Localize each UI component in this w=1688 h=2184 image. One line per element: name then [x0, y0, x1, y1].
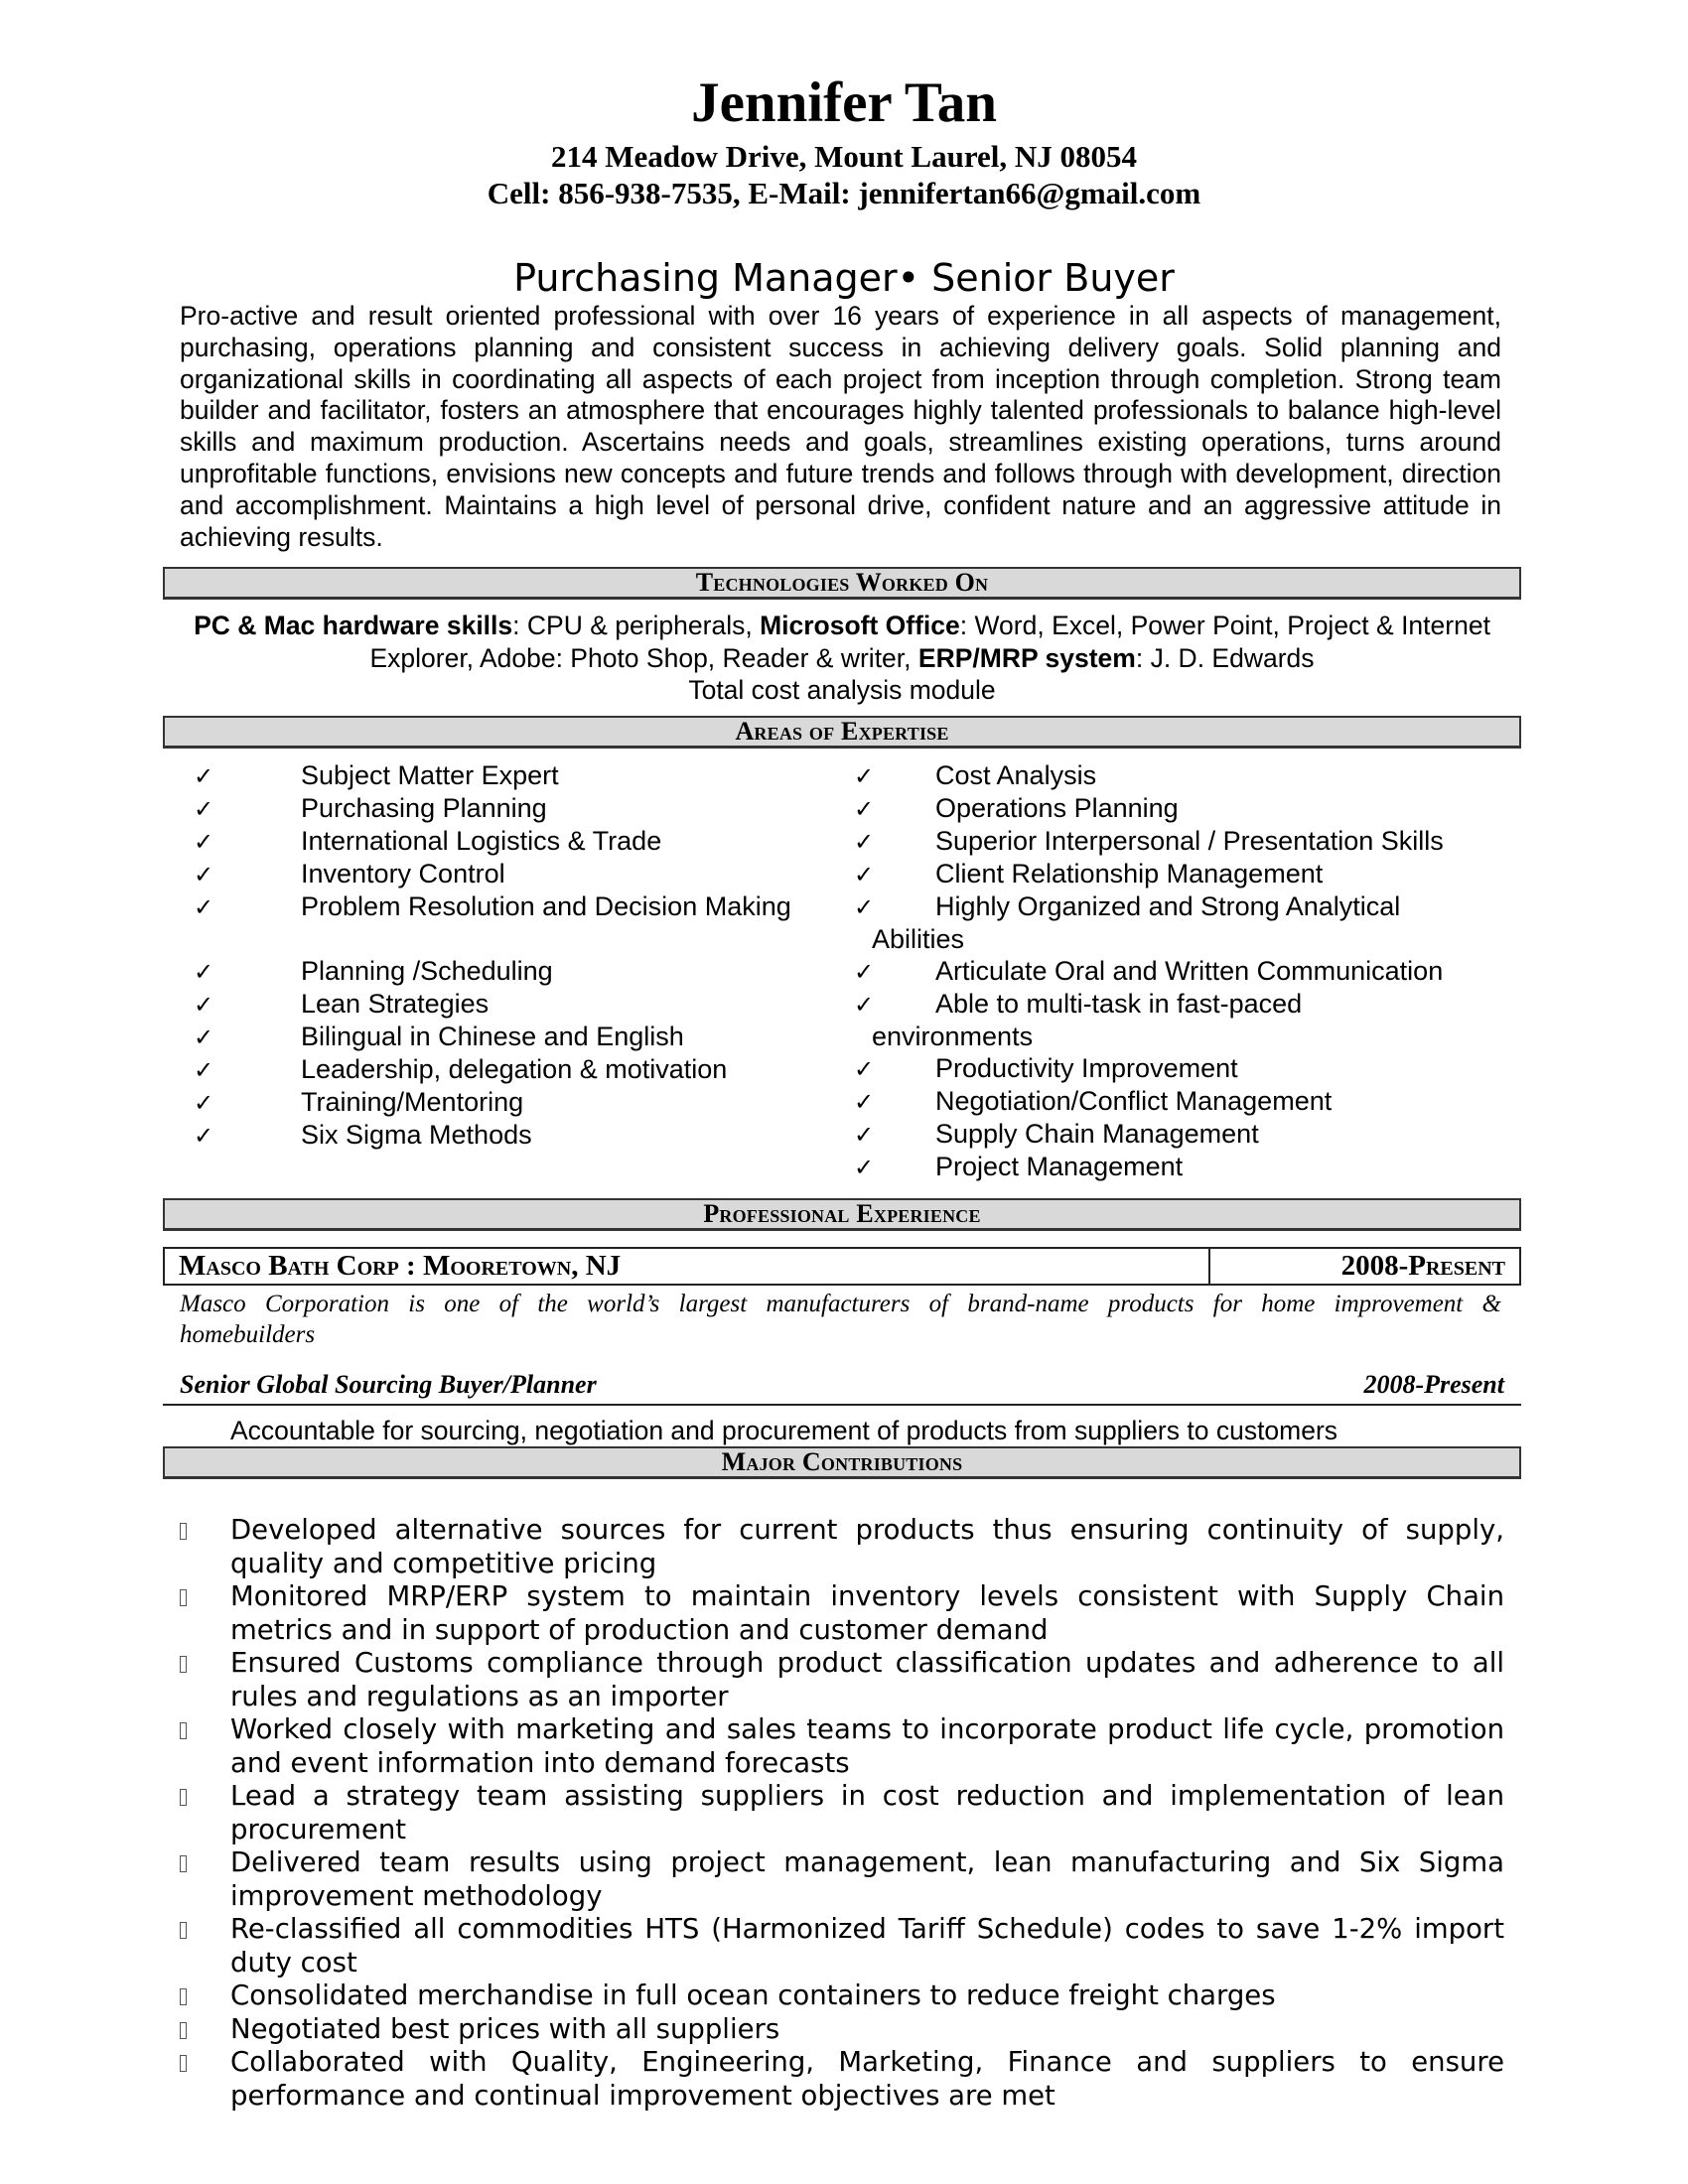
- expertise-item: [194, 825, 829, 858]
- candidate-name: Jennifer Tan: [691, 71, 997, 134]
- contribution-item: [169, 1580, 1504, 1647]
- company-name: Masco Bath Corp : Mooretown, NJ: [165, 1249, 1210, 1284]
- erp-value: : J. D. Edwards: [1135, 642, 1315, 673]
- contribution-item: [169, 2013, 1504, 2047]
- expertise-label: International Logistics & Trade: [301, 826, 662, 856]
- hw-value: : CPU & peripherals,: [512, 611, 761, 640]
- checkmark-icon: ✓: [194, 958, 214, 986]
- hw-label: PC & Mac hardware skills: [194, 611, 513, 640]
- expertise-item: [854, 858, 1529, 890]
- summary-paragraph: Pro-active and result oriented professional with over 16 years of experience in all aspects of management, purchasing, operations planning and consistent success in achieving delivery goals. Solid planning and organizational skills in coordinating all aspects of each project from inception through completion. Strong team builder and facilitator, fosters an atmosphere that encourages highly talented professionals to balance high-level skills and maximum production. Ascertains needs and goals, streamlines existing operations, turns around unprofitable functions, envisions new concepts and future trends and follows through with development, direction and accomplishment. Maintains a high level of personal drive, confident nature and an aggressive attitude in achieving results.: [180, 301, 1501, 552]
- expertise-label: Planning /Scheduling: [301, 956, 553, 986]
- missing-glyph-bullet-icon: [180, 1922, 187, 1939]
- expertise-item: [854, 1052, 1529, 1085]
- expertise-left-column: [194, 759, 829, 1152]
- checkmark-icon: ✓: [854, 1154, 875, 1181]
- checkmark-icon: ✓: [854, 861, 875, 888]
- expertise-label: Inventory Control: [301, 859, 505, 888]
- company-dates: 2008-Present: [1340, 1250, 1505, 1282]
- company-header: [163, 1247, 1521, 1286]
- contribution-text: Delivered team results using project management, lean manufacturing and Six Sigma improvement methodology: [230, 1846, 1504, 1912]
- expertise-item: [854, 1118, 1529, 1151]
- checkmark-icon: ✓: [854, 795, 875, 823]
- expertise-label: Cost Analysis: [935, 760, 1097, 790]
- expertise-label: Six Sigma Methods: [301, 1120, 532, 1150]
- expertise-label: Leadership, delegation & motivation: [301, 1054, 728, 1084]
- section-header-experience: Professional Experience: [163, 1198, 1521, 1231]
- checkmark-icon: ✓: [854, 958, 875, 986]
- expertise-item: [194, 1086, 829, 1119]
- expertise-item: [194, 955, 829, 988]
- contributions-list: [169, 1514, 1504, 2113]
- office-label: Microsoft Office: [760, 611, 960, 640]
- expertise-item: [854, 988, 1529, 1021]
- contribution-item: [169, 2046, 1504, 2113]
- expertise-item: [194, 890, 829, 923]
- contact-info: Cell: 856-938-7535, E-Mail: jennifertan66@gmail.com: [487, 176, 1201, 210]
- role-dates: 2008-Present: [1363, 1370, 1504, 1399]
- role-summary: Accountable for sourcing, negotiation and procurement of products from suppliers to customers: [230, 1416, 1338, 1445]
- checkmark-icon: ✓: [194, 861, 214, 888]
- expertise-item: [194, 1119, 829, 1152]
- expertise-label: Negotiation/Conflict Management: [935, 1086, 1333, 1116]
- contribution-text: Worked closely with marketing and sales teams to incorporate product life cycle, promotion and event information into demand forecasts: [230, 1713, 1504, 1779]
- contribution-text: Developed alternative sources for current products thus ensuring continuity of supply, quality and competitive pricing: [230, 1514, 1504, 1579]
- expertise-right-column: [854, 759, 1529, 1183]
- checkmark-icon: ✓: [194, 991, 214, 1019]
- expertise-item: [854, 1085, 1529, 1118]
- checkmark-icon: ✓: [194, 828, 214, 856]
- expertise-label: Client Relationship Management: [935, 859, 1324, 888]
- erp-label: ERP/MRP system: [917, 642, 1136, 673]
- section-header-expertise: Areas of Expertise: [163, 716, 1521, 749]
- expertise-label: Operations Planning: [935, 793, 1179, 823]
- contribution-item: [169, 1846, 1504, 1913]
- checkmark-icon: ✓: [194, 795, 214, 823]
- expertise-item-continuation: [854, 1021, 1529, 1052]
- checkmark-icon: ✓: [854, 762, 875, 790]
- role-header: [163, 1368, 1521, 1406]
- expertise-label: Superior Interpersonal / Presentation Skills: [935, 826, 1444, 856]
- checkmark-icon: ✓: [854, 991, 875, 1019]
- checkmark-icon: ✓: [194, 893, 214, 921]
- checkmark-icon: ✓: [854, 828, 875, 856]
- expertise-label: Highly Organized and Strong Analytical: [935, 891, 1401, 921]
- missing-glyph-bullet-icon: [180, 1789, 187, 1806]
- checkmark-icon: ✓: [854, 1121, 875, 1149]
- contribution-item: [169, 1913, 1504, 1979]
- missing-glyph-bullet-icon: [180, 1988, 187, 2005]
- expertise-item: [854, 825, 1529, 858]
- expertise-item: [854, 955, 1529, 988]
- contribution-text: Consolidated merchandise in full ocean containers to reduce freight charges: [230, 1979, 1276, 2011]
- expertise-label: environments: [872, 1022, 1034, 1051]
- checkmark-icon: ✓: [194, 762, 214, 790]
- expertise-item: [194, 858, 829, 890]
- contribution-text: Monitored MRP/ERP system to maintain inventory levels consistent with Supply Chain metrics and in support of production and customer demand: [230, 1580, 1504, 1646]
- contribution-item: [169, 1647, 1504, 1713]
- expertise-item: [194, 1053, 829, 1086]
- expertise-item-continuation: [854, 923, 1529, 955]
- missing-glyph-bullet-icon: [180, 1589, 187, 1606]
- checkmark-icon: ✓: [854, 1088, 875, 1116]
- checkmark-icon: ✓: [854, 893, 875, 921]
- expertise-label: Abilities: [872, 924, 965, 954]
- missing-glyph-bullet-icon: [180, 1855, 187, 1872]
- checkmark-icon: ✓: [194, 1122, 214, 1150]
- checkmark-icon: ✓: [194, 1024, 214, 1051]
- missing-glyph-bullet-icon: [180, 1722, 187, 1739]
- expertise-item: [854, 759, 1529, 792]
- expertise-label: Productivity Improvement: [935, 1053, 1238, 1083]
- contribution-item: [169, 1514, 1504, 1580]
- address: 214 Meadow Drive, Mount Laurel, NJ 08054: [550, 139, 1138, 174]
- section-header-technologies: Technologies Worked On: [163, 567, 1521, 600]
- expertise-label: Articulate Oral and Written Communication: [935, 956, 1444, 986]
- contribution-item: [169, 1713, 1504, 1780]
- checkmark-icon: ✓: [854, 1055, 875, 1083]
- expertise-label: Lean Strategies: [301, 989, 490, 1019]
- professional-title: Purchasing Manager• Senior Buyer: [513, 256, 1175, 300]
- company-description: Masco Corporation is one of the world’s largest manufacturers of brand-name products for home improvement & homebuilders: [180, 1291, 1501, 1348]
- expertise-label: Project Management: [935, 1152, 1184, 1181]
- checkmark-icon: ✓: [194, 1089, 214, 1117]
- expertise-item: [854, 792, 1529, 825]
- missing-glyph-bullet-icon: [180, 2055, 187, 2072]
- expertise-item: [194, 759, 829, 792]
- checkmark-icon: ✓: [194, 1056, 214, 1084]
- expertise-label: Able to multi-task in fast-paced: [935, 989, 1303, 1019]
- expertise-label: Supply Chain Management: [935, 1119, 1259, 1149]
- contribution-item: [169, 1780, 1504, 1846]
- technologies-text: [163, 610, 1521, 707]
- missing-glyph-bullet-icon: [180, 1656, 187, 1673]
- missing-glyph-bullet-icon: [180, 2022, 187, 2039]
- office-value: : Word, Excel, Power Point, Project & Internet Explorer, Adobe: Photo Shop, Reader & writer,: [369, 611, 1490, 673]
- contribution-text: Collaborated with Quality, Engineering, Marketing, Finance and suppliers to ensure performance and continual improvement objectives are met: [230, 2046, 1504, 2112]
- expertise-label: Problem Resolution and Decision Making: [301, 891, 791, 921]
- expertise-item: [194, 792, 829, 825]
- contribution-text: Re-classified all commodities HTS (Harmonized Tariff Schedule) codes to save 1-2% import duty cost: [230, 1913, 1504, 1979]
- expertise-item: [194, 1021, 829, 1053]
- expertise-label: Bilingual in Chinese and English: [301, 1022, 684, 1051]
- spacer: [194, 923, 829, 955]
- expertise-item: [854, 890, 1529, 923]
- section-header-contributions: Major Contributions: [163, 1446, 1521, 1479]
- erp-extra: Total cost analysis module: [688, 675, 996, 705]
- contribution-text: Lead a strategy team assisting suppliers in cost reduction and implementation of lean procurement: [230, 1780, 1504, 1845]
- expertise-item: [194, 988, 829, 1021]
- missing-glyph-bullet-icon: [180, 1523, 187, 1540]
- role-title: Senior Global Sourcing Buyer/Planner: [180, 1370, 597, 1399]
- contribution-item: [169, 1979, 1504, 2013]
- expertise-item: [854, 1151, 1529, 1183]
- contribution-text: Ensured Customs compliance through product classification updates and adherence to all rules and regulations as an importer: [230, 1647, 1504, 1712]
- contribution-text: Negotiated best prices with all suppliers: [230, 2012, 780, 2045]
- expertise-label: Subject Matter Expert: [301, 760, 559, 790]
- expertise-label: Training/Mentoring: [301, 1087, 524, 1117]
- expertise-label: Purchasing Planning: [301, 793, 547, 823]
